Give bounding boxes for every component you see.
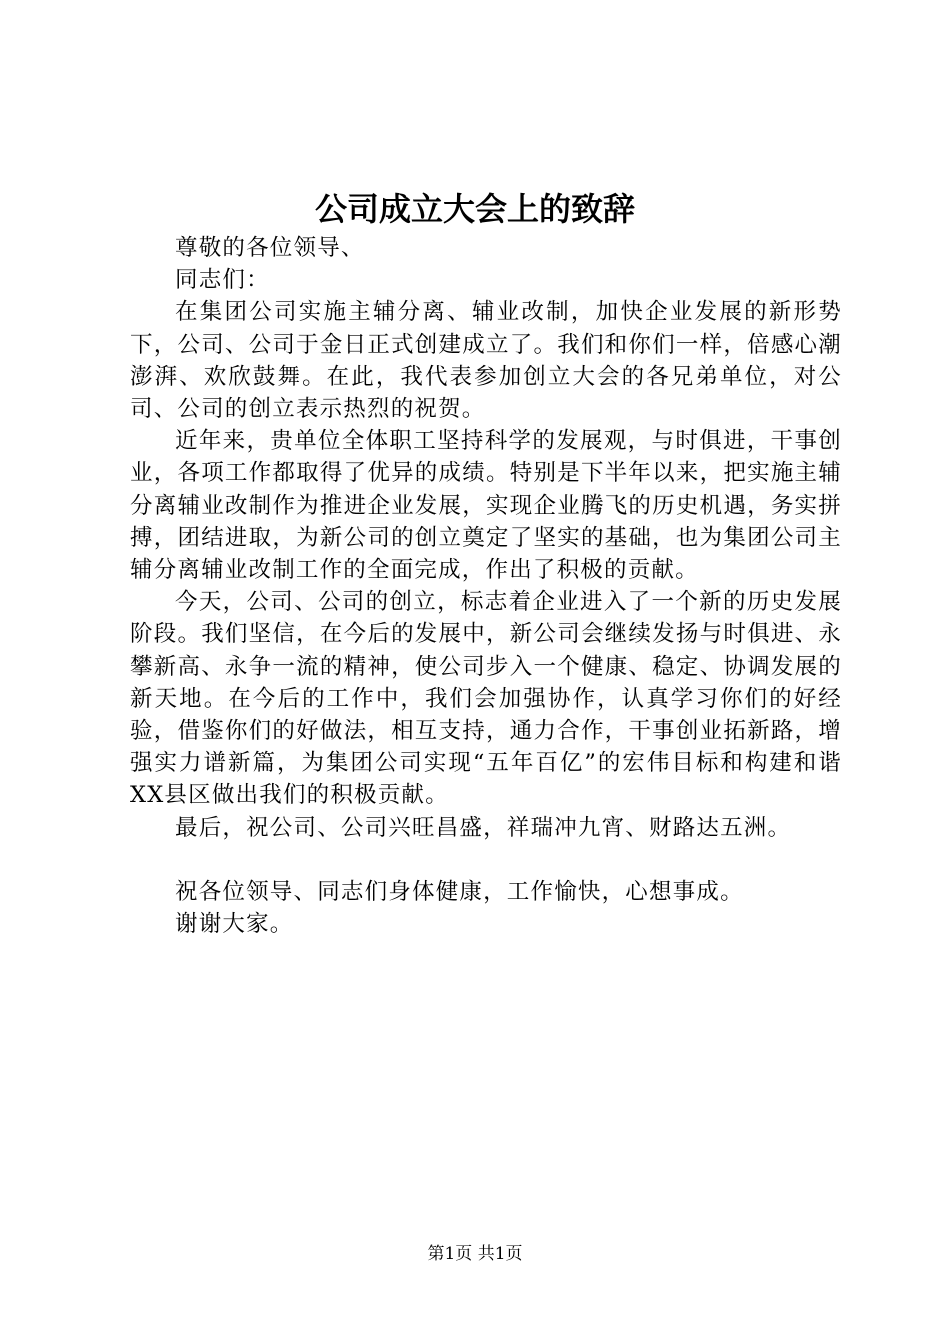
document-title: 公司成立大会上的致辞 (314, 190, 635, 228)
blank-line (130, 844, 842, 876)
page-footer: 第1页 共1页 (427, 1244, 523, 1264)
closing-line-2: 谢谢大家。 (175, 911, 294, 938)
body-paragraph-2: 近年来，贵单位全体职工坚持科学的发展观，与时俱进，干事创业，各项工作都取得了优异的成绩。特别是下半年以来，把实施主辅分离辅业改制作为推进企业发展，实现企业腾飞的历史机遇，务实拼搏，团结进取，为新公司的创立奠定了坚实的基础，也为集团公司主辅分离辅业改制工作的全面完成，作出了积极的贡献。 (130, 428, 842, 584)
document-body (130, 232, 842, 940)
body-paragraph-1: 在集团公司实施主辅分离、辅业改制，加快企业发展的新形势下，公司、公司于金日正式创建成立了。我们和你们一样，倍感心潮澎湃、欢欣鼓舞。在此，我代表参加创立大会的各兄弟单位，对公司、公司的创立表示热烈的祝贺。 (130, 299, 842, 423)
salutation-line-1: 尊敬的各位领导、 (175, 235, 365, 261)
closing-line-1: 祝各位领导、同志们身体健康，工作愉快，心想事成。 (175, 879, 744, 906)
body-paragraph-4: 最后，祝公司、公司兴旺昌盛，祥瑞冲九宵、财路达五洲。 (175, 814, 792, 841)
body-paragraph-3: 今天，公司、公司的创立，标志着企业进入了一个新的历史发展阶段。我们坚信，在今后的发展中，新公司会继续发扬与时俱进、永攀新高、永争一流的精神，使公司步入一个健康、稳定、协调发展的新天地。在今后的工作中，我们会加强协作，认真学习你们的好经验，借鉴你们的好做法，相互支持，通力合作，干事创业拓新路，增强实力谱新篇，为集团公司实现“五年百亿”的宏伟目标和构建和谐XX县区做出我们的积极贡献。 (130, 589, 842, 809)
salutation-line-2: 同志们： (175, 267, 270, 294)
